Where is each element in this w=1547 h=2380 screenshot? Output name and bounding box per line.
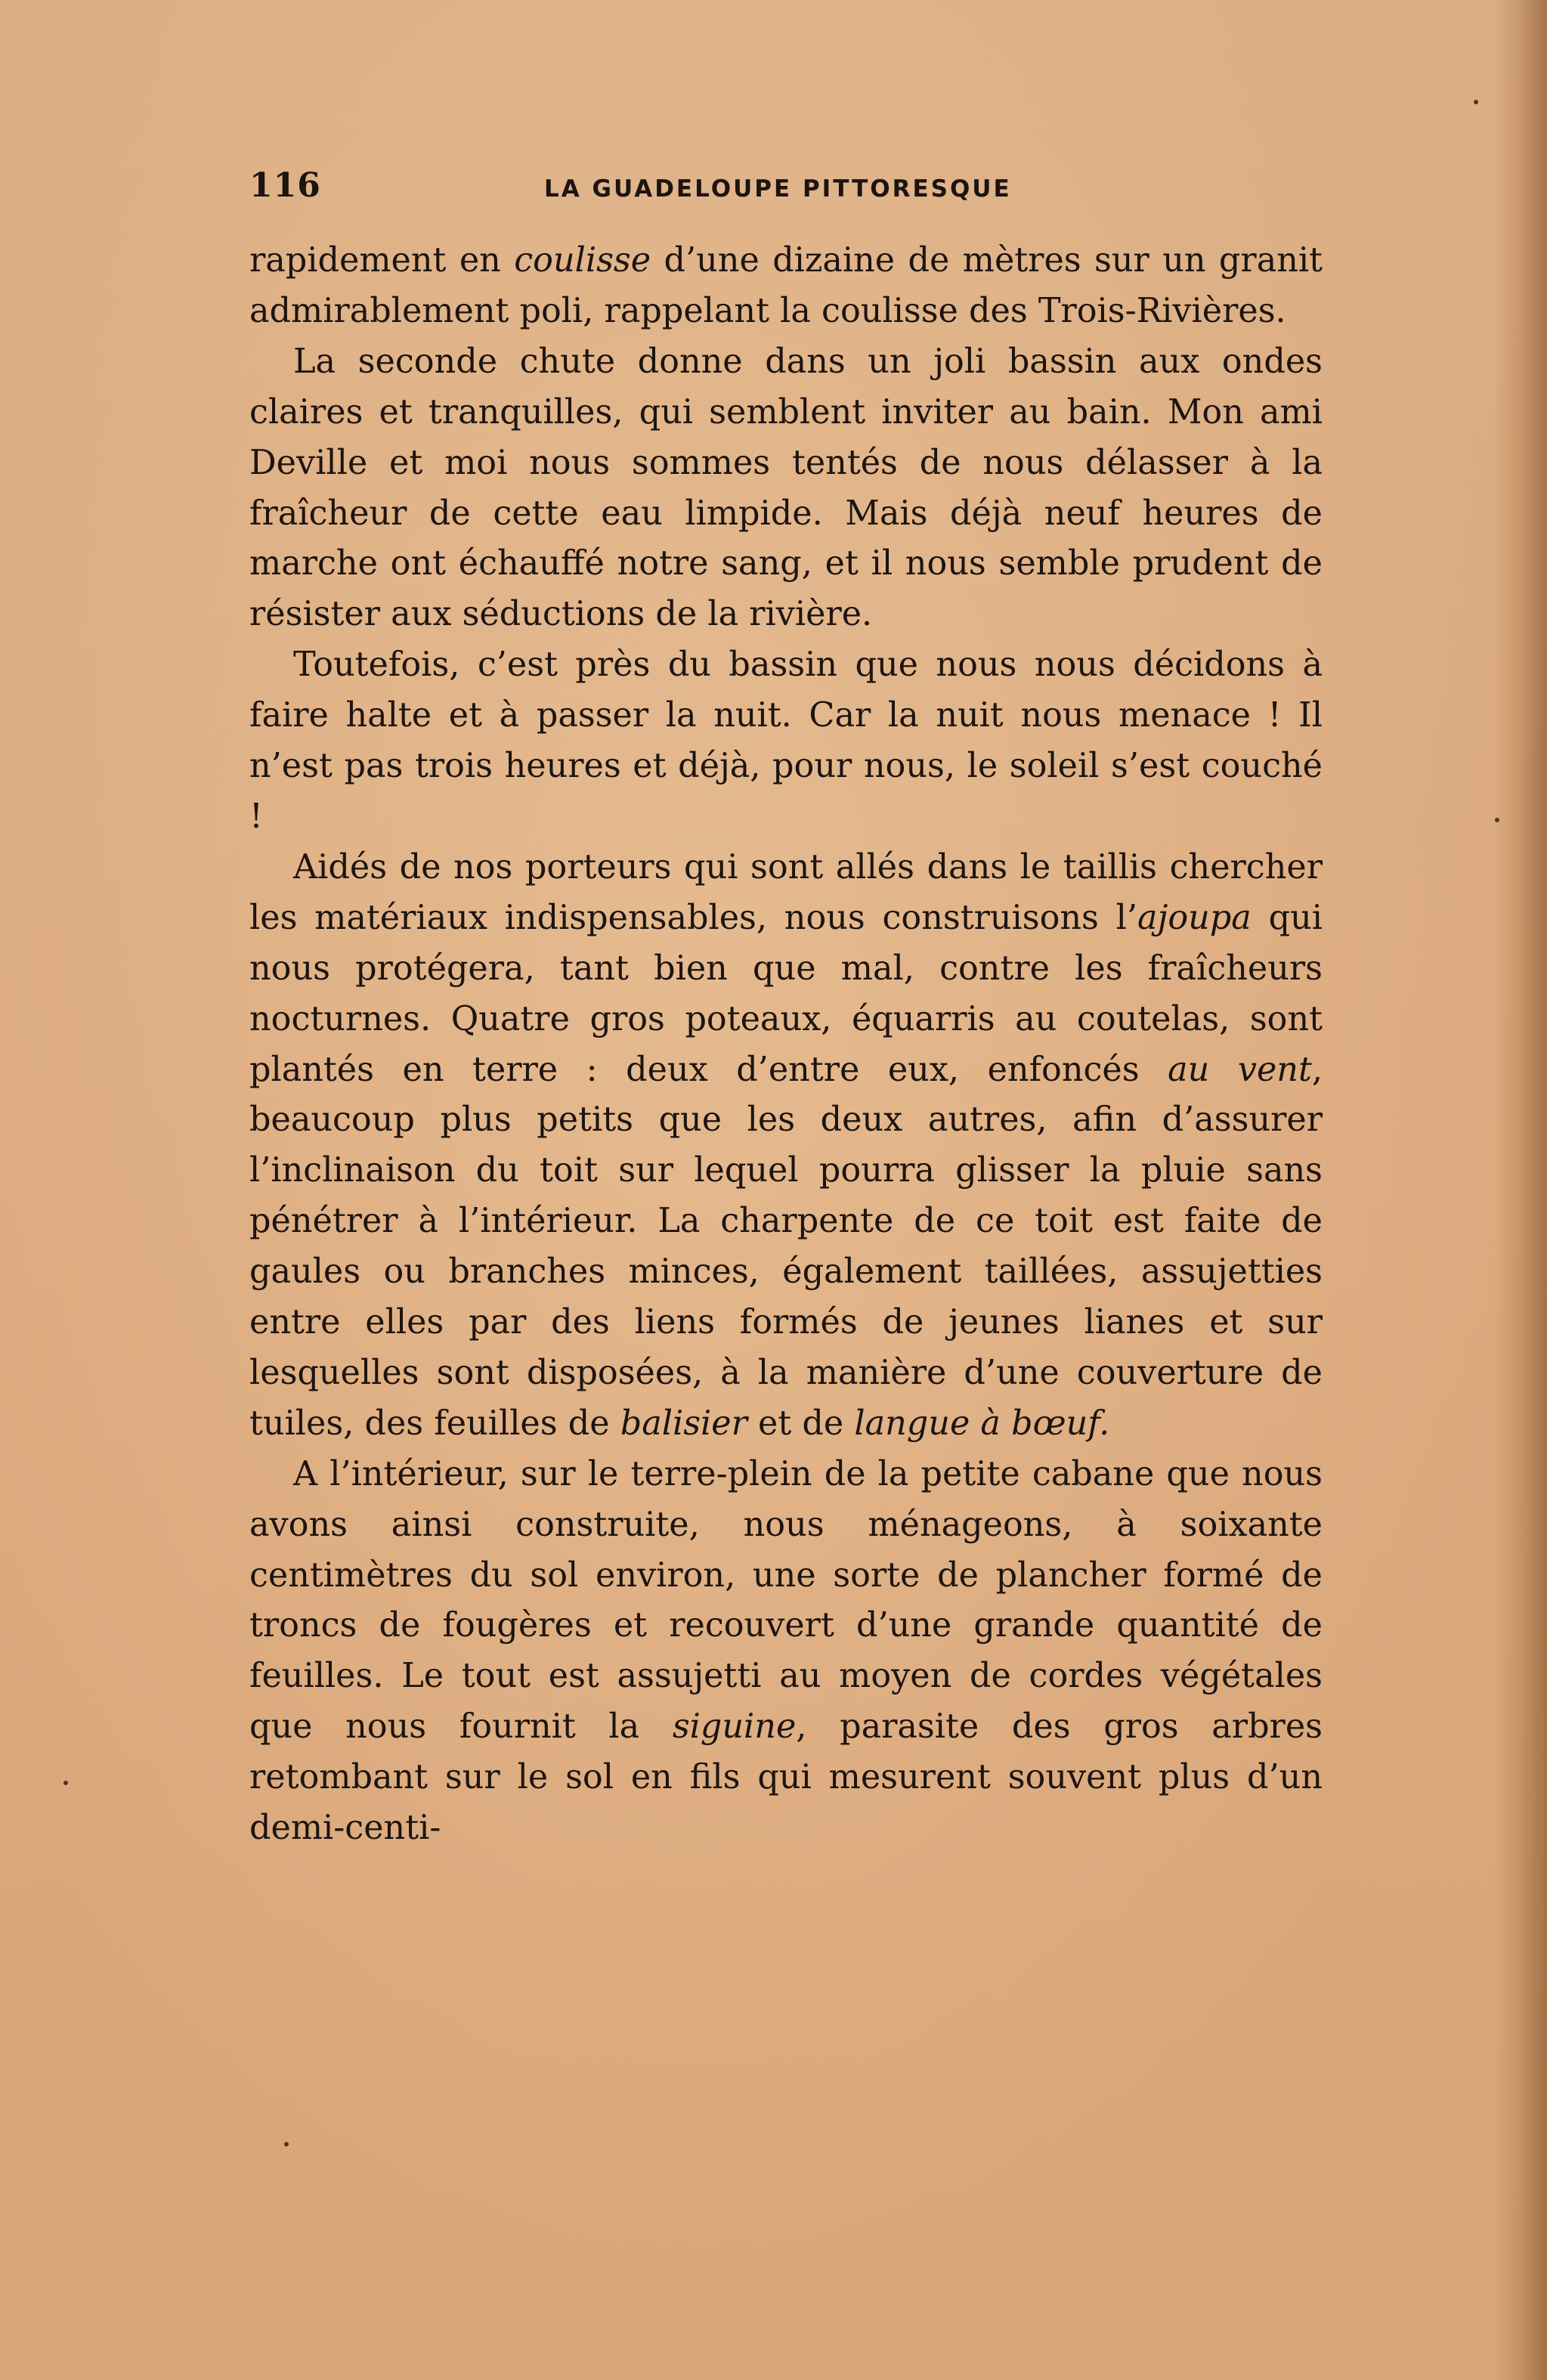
text-run: A l’intérieur, sur le terre-plein de la petite cabane que nous avons ainsi construite, nous ménageons, à soixante centimètres du sol environ, une sorte de plancher formé de troncs de fougères et recouvert d’une grande quantité de feuilles. Le tout est assujetti au moyen de cordes végétales que nous fournit la xyxy=(249,1454,1323,1747)
text-run: , beaucoup plus petits que les deux autres, afin d’assurer l’inclinaison du toit sur lequel pourra glisser la pluie sans pénétrer à l’intérieur. La charpente de ce toit est faite de gaules ou branches minces, également taillées, assujetties entre elles par des liens formés de jeunes lianes et sur lesquelles sont disposées, à la manière d’une couverture de tuiles, des feuilles de xyxy=(249,1050,1323,1443)
paragraph xyxy=(249,843,1323,1450)
paragraph xyxy=(249,640,1323,843)
italic-term: siguine xyxy=(672,1707,797,1747)
paper-speck xyxy=(1474,100,1478,104)
text-run: Toutefois, c’est près du bassin que nous nous décidons à faire halte et à passer la nuit. Car la nuit nous menace ! Il n’est pas trois heures et déjà, pour nous, le soleil s’est couché ! xyxy=(249,645,1323,836)
text-run: La seconde chute donne dans un joli bassin aux ondes claires et tranquilles, qui semblent inviter au bain. Mon ami Deville et moi nous sommes tentés de nous délasser à la fraîcheur de cette eau limpide. Mais déjà neuf heures de marche ont échauffé notre sang, et il nous semble prudent de résister aux séductions de la rivière. xyxy=(249,342,1323,634)
italic-term: balisier xyxy=(620,1404,747,1443)
text-run: rapidement en xyxy=(249,241,515,280)
paragraph xyxy=(249,1450,1323,1854)
text-run: Aidés de nos porteurs qui sont allés dans le taillis chercher les matériaux indispensables, nous construisons l’ xyxy=(249,847,1323,937)
running-head xyxy=(249,166,1330,212)
body-text xyxy=(249,236,1323,1854)
italic-term: ajoupa xyxy=(1137,898,1252,937)
italic-term: au vent xyxy=(1168,1050,1312,1089)
paper-speck xyxy=(1495,818,1499,822)
page-edge-shadow xyxy=(1494,0,1547,2380)
text-run: , parasite des gros arbres retombant sur le sol en fils qui mesurent souvent plus d’un demi-centi- xyxy=(249,1707,1323,1848)
paper-speck xyxy=(63,1781,68,1785)
text-run: d’une dizaine de mètres sur un granit admirablement poli, rappelant la coulisse des Trois-Rivières. xyxy=(249,241,1323,330)
italic-term: langue à bœuf. xyxy=(854,1404,1110,1443)
paragraph xyxy=(249,337,1323,640)
italic-term: coulisse xyxy=(514,241,651,280)
book-title: LA GUADELOUPE PITTORESQUE xyxy=(544,175,1012,203)
paragraph xyxy=(249,236,1323,337)
text-run: qui nous protégera, tant bien que mal, contre les fraîcheurs nocturnes. Quatre gros poteaux, équarris au coutelas, sont plantés en terre : deux d’entre eux, enfoncés xyxy=(249,898,1323,1089)
page-number: 116 xyxy=(249,166,321,205)
paper-speck xyxy=(284,2142,289,2146)
text-run: et de xyxy=(747,1404,855,1443)
